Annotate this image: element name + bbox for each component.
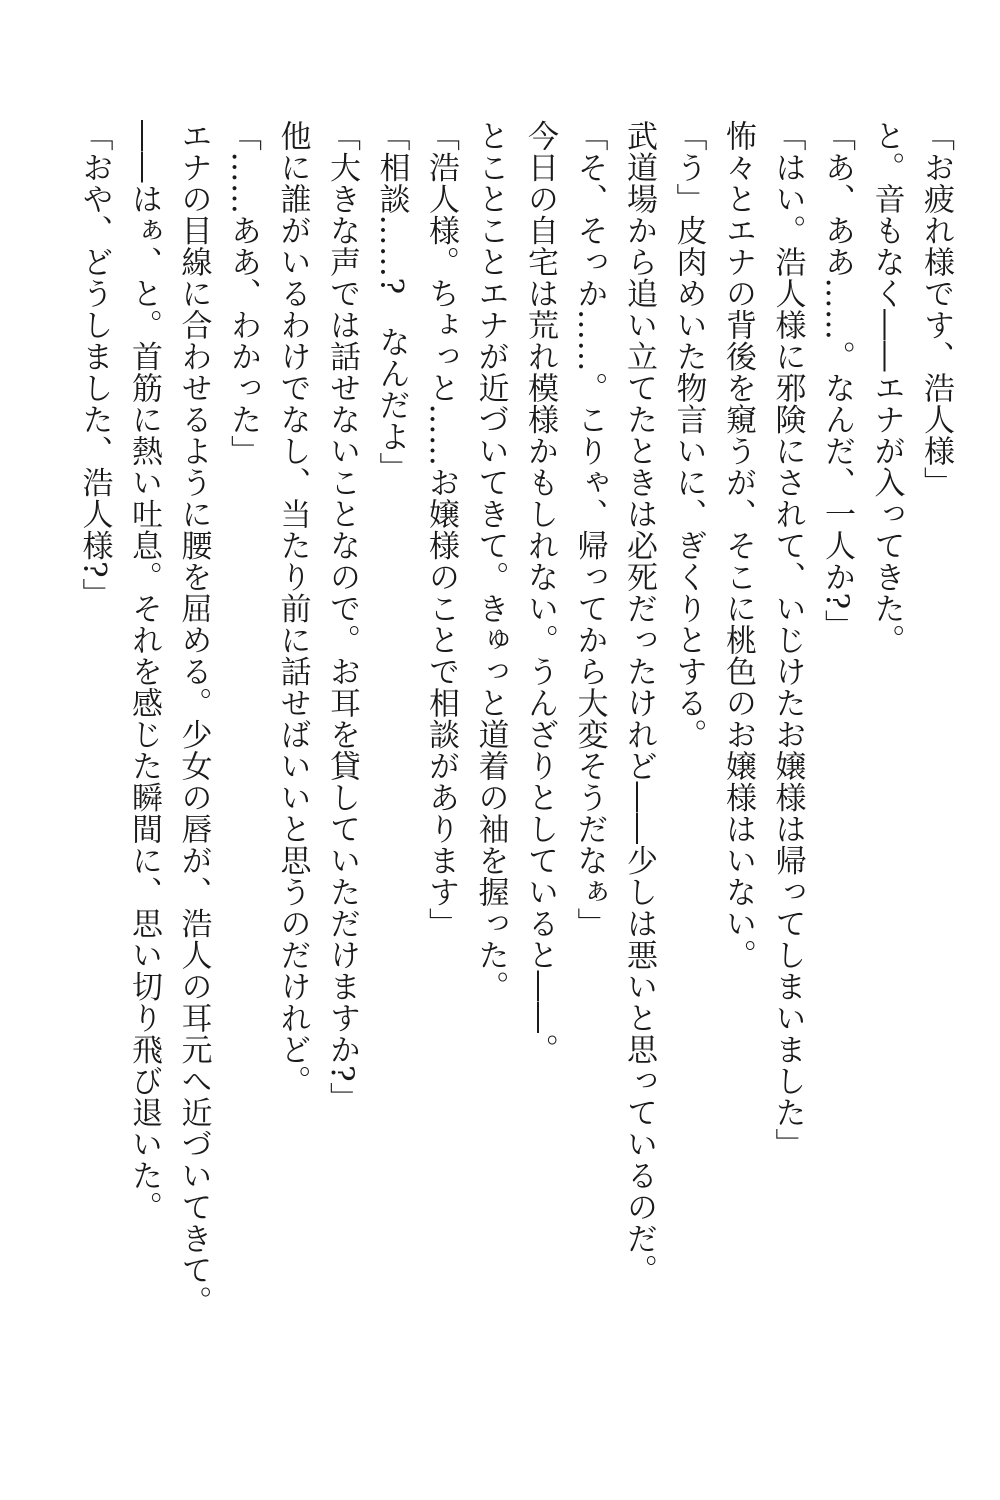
- text-line: 「……ああ、わかった」: [225, 120, 261, 467]
- text-line: 「お疲れ様です、浩人様」: [918, 120, 954, 498]
- text-line: エナの目線に合わせるように腰を屈める。少女の唇が、浩人の耳元へ近づいてきて。: [175, 120, 212, 1317]
- text-line: 怖々とエナの背後を窺うが、そこに桃色のお嬢様はいない。: [720, 120, 756, 971]
- text-line: 「大きな声では話せないことなので。お耳を貸していただけますか?」: [324, 120, 360, 1114]
- text-line: とことことエナが近づいてきて。きゅっと道着の袖を握った。: [472, 120, 509, 1002]
- text-line: 武道場から追い立てたときは必死だったけれど――少しは悪いと思っているのだ。: [621, 120, 657, 1286]
- text-line: 他に誰がいるわけでなし、当たり前に話せばいいと思うのだけれど。: [274, 120, 311, 1097]
- text-line: 「そ、そっか……。こりゃ、帰ってから大変そうだなぁ」: [571, 120, 608, 939]
- text-line: 「相談……? なんだよ」: [373, 120, 410, 484]
- text-line: 「浩人様。ちょっと……お嬢様のことで相談があります」: [423, 120, 459, 939]
- text-line: 「あ、ああ……。なんだ、一人か?」: [819, 120, 855, 642]
- text-line: 「はい。浩人様に邪険にされて、いじけたお嬢様は帰ってしまいました」: [769, 120, 806, 1160]
- text-line: と。音もなく――エナが入ってきた。: [868, 120, 905, 656]
- text-line: 今日の自宅は荒れ模様かもしれない。うんざりとしていると――。: [522, 120, 558, 1065]
- text-line: ――はぁ、と。首筋に熱い吐息。それを感じた瞬間に、思い切り飛び退いた。: [126, 120, 162, 1223]
- text-line: 「おや、どうしました、浩人様?」: [76, 120, 113, 610]
- vertical-text-body: [69, 120, 960, 1317]
- text-line: 「う」皮肉めいた物言いに、ぎくりとする。: [670, 120, 707, 750]
